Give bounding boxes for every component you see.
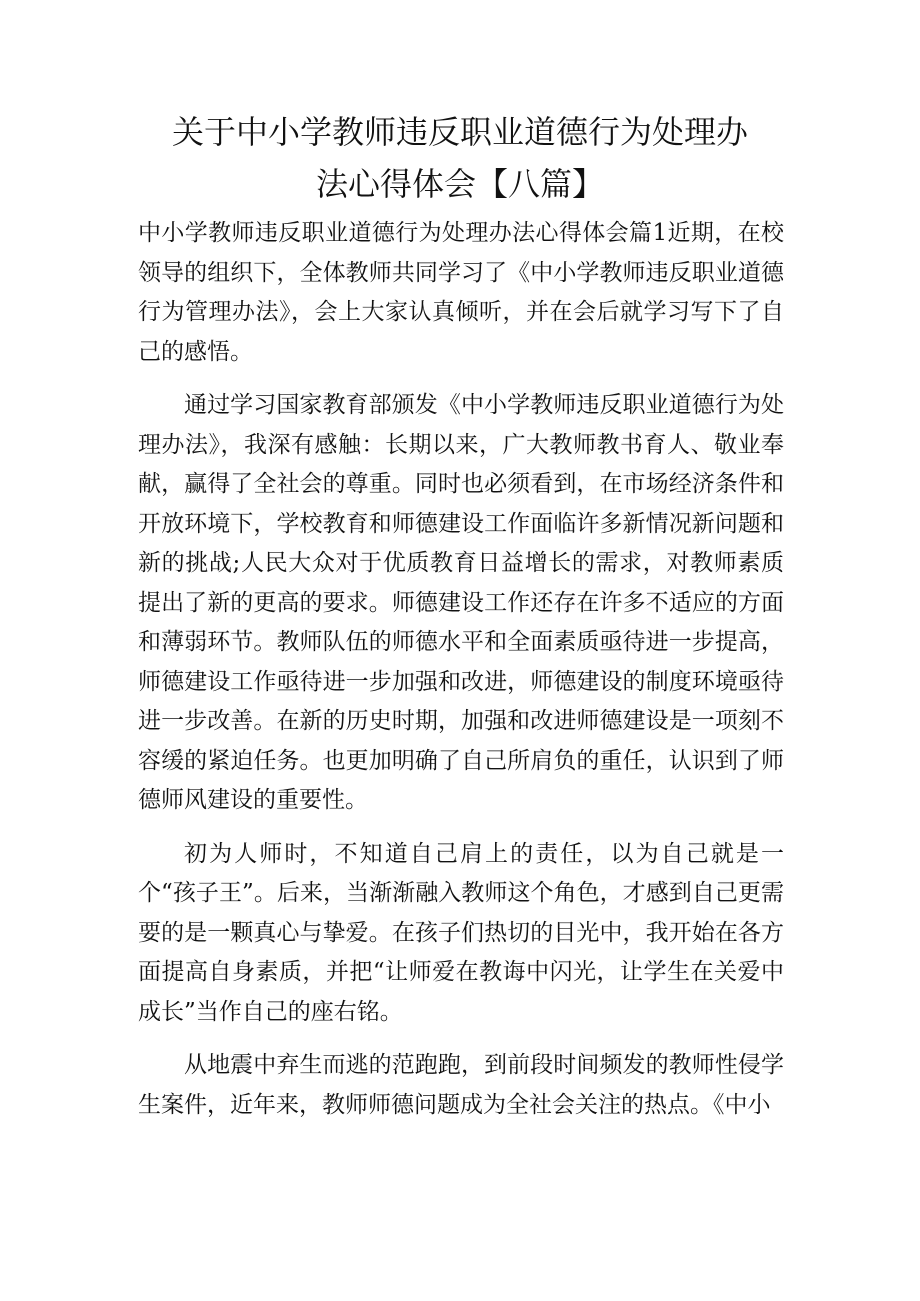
paragraph-3: 初为人师时，不知道自己肩上的责任，以为自己就是一个“孩子王”。后来，当渐渐融入教师这个角色，才感到自己更需要的是一颗真心与挚爱。在孩子们热切的目光中，我开始在各方面提高自身素质，并把“让师爱在教诲中闪光，让学生在关爱中成长”当作自己的座右铭。: [138, 840, 784, 1025]
document-title-line-1: 关于中小学教师违反职业道德行为处理办: [171, 113, 748, 151]
paragraph-2: 通过学习国家教育部颁发《中小学教师违反职业道德行为处理办法》，我深有感触：长期以来，广大教师教书育人、敬业奉献，赢得了全社会的尊重。同时也必须看到，在市场经济条件和开放环境下，学校教育和师德建设工作面临许多新情况新问题和新的挑战;人民大众对于优质教育日益增长的需求，对教师素质提出了新的更高的要求。师德建设工作还存在许多不适应的方面和薄弱环节。教师队伍的师德水平和全面素质亟待进一步提高，师德建设工作亟待进一步加强和改进，师德建设的制度环境亟待进一步改善。在新的历史时期，加强和改进师德建设是一项刻不容缓的紧迫任务。也更加明确了自己所肩负的重任，认识到了师德师风建设的重要性。: [138, 392, 784, 813]
document-body: [138, 214, 784, 1139]
paragraph-4: 从地震中弃生而逃的范跑跑，到前段时间频发的教师性侵学生案件，近年来，教师师德问题成为全社会关注的热点。《中小: [138, 1052, 784, 1118]
paragraph-1: 中小学教师违反职业道德行为处理办法心得体会篇1近期，在校领导的组织下，全体教师共同学习了《中小学教师违反职业道德行为管理办法》，会上大家认真倾听，并在会后就学习写下了自己的感悟。: [138, 220, 784, 365]
document-title-line-2: 法心得体会【八篇】: [315, 165, 604, 203]
